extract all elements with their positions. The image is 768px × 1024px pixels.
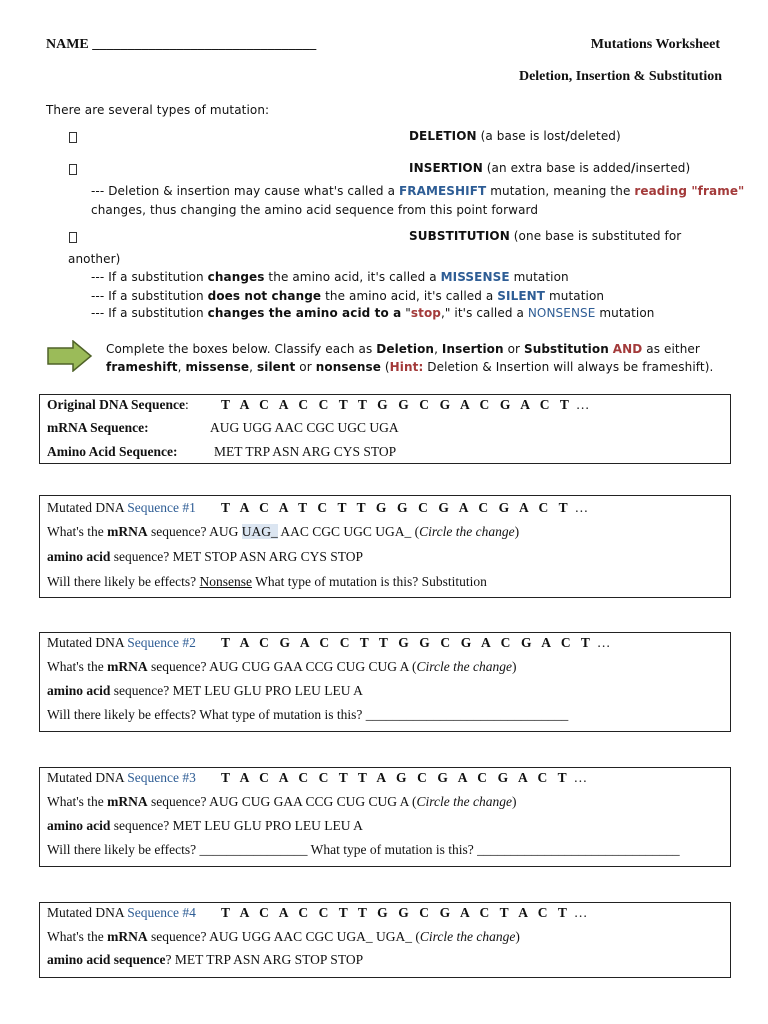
paren: ) <box>512 794 517 809</box>
mrna-answer[interactable]: sequence? AUG UGG AAC CGC UGA_ UGA_ ( <box>147 929 420 944</box>
seq3-mrna-question <box>47 794 517 810</box>
stop-term: stop <box>410 306 441 320</box>
effects-answer[interactable]: Nonsense <box>199 574 253 589</box>
frameshift-note-line1 <box>91 184 744 198</box>
aa-answer[interactable]: sequence? MET LEU GLU PRO LEU LEU A <box>110 683 363 698</box>
sequence-1-box <box>39 495 731 598</box>
original-dna-sequence <box>221 397 589 413</box>
arrow-right-icon <box>47 340 93 372</box>
instr-text: ( <box>380 360 390 374</box>
intro-lead: There are several types of mutation: <box>46 103 270 117</box>
mrna-change-highlight[interactable]: UAG_ <box>241 524 278 539</box>
mutated-dna-label: Mutated DNA <box>47 905 128 920</box>
rule-text: " <box>401 306 411 320</box>
ellipsis: … <box>593 635 611 650</box>
rule-emphasis: changes <box>207 270 265 284</box>
instr-nonsense: nonsense <box>315 360 381 374</box>
q-mrna: mRNA <box>107 794 148 809</box>
mrna-label: mRNA Sequence: <box>47 420 149 435</box>
mrna-answer[interactable]: sequence? AUG CUG GAA CCG CUG CUG A ( <box>147 659 417 674</box>
insertion-term: INSERTION <box>409 161 483 175</box>
seq2-title <box>47 635 196 651</box>
colon: : <box>185 397 189 412</box>
aa-answer[interactable]: sequence? MET STOP ASN ARG CYS STOP <box>110 549 364 564</box>
circle-hint: Circle the change <box>416 659 513 674</box>
original-mrna: AUG UGG AAC CGC UGC UGA <box>210 420 399 435</box>
sequence-4-box <box>39 902 731 978</box>
substitution-another: another) <box>68 252 121 266</box>
seq1-title <box>47 500 196 516</box>
frameshift-term: FRAMESHIFT <box>398 184 487 198</box>
instr-text: , <box>177 360 186 374</box>
instr-insertion: Insertion <box>441 342 504 356</box>
instr-missense: missense <box>185 360 250 374</box>
instr-text: Complete the boxes below. Classify each as <box>106 342 377 356</box>
q-text: sequence? <box>147 524 210 539</box>
dna-bases: T A C A C C T T A G C G A C G A C T <box>221 770 571 785</box>
original-amino-acids: MET TRP ASN ARG CYS STOP <box>214 444 397 459</box>
instr-text: Deletion & Insertion will always be frameshift). <box>423 360 714 374</box>
rule-text: --- If a substitution <box>91 270 208 284</box>
insertion-definition <box>409 161 690 175</box>
seq3-aa-question <box>47 818 363 834</box>
seq1-mrna-question <box>47 524 519 540</box>
seq2-dna <box>221 635 610 651</box>
instr-frameshift: frameshift <box>106 360 178 374</box>
sequence-3-box <box>39 767 731 867</box>
paren: ) <box>512 659 517 674</box>
rule-emphasis: does not change <box>207 289 322 303</box>
q-amino-acid-sequence: amino acid sequence <box>47 952 166 967</box>
insertion-desc-b: inserted) <box>635 161 691 175</box>
ellipsis: … <box>572 397 590 412</box>
mutated-dna-label: Mutated DNA <box>47 635 128 650</box>
instr-text: or <box>503 342 524 356</box>
original-dna-label: Original DNA Sequence <box>47 397 186 412</box>
rule-text: the amino acid, it's called a <box>321 289 498 303</box>
silent-rule <box>91 289 604 303</box>
seq4-name: Sequence #4 <box>127 905 196 920</box>
circle-hint: Circle the change <box>419 929 516 944</box>
dna-bases: T A C A T C T T G G C G A C G A C T <box>221 500 572 515</box>
mrna-answer[interactable]: AAC CGC UGC UGA_ ( <box>277 524 420 539</box>
frameshift-text: mutation, meaning the <box>486 184 635 198</box>
original-sequence-box <box>39 394 731 464</box>
frameshift-note-line2: changes, thus changing the amino acid sequence from this point forward <box>91 203 539 217</box>
substitution-term: SUBSTITUTION <box>409 229 510 243</box>
circle-hint: Circle the change <box>419 524 515 539</box>
dna-bases: T A C G A C C T T G G C G A C G A C T <box>221 635 594 650</box>
paren: ) <box>514 524 520 539</box>
instr-text: as either <box>642 342 700 356</box>
rule-text: the amino acid, it's called a <box>264 270 441 284</box>
nonsense-term: NONSENSE <box>527 306 596 320</box>
insertion-slash: / <box>631 161 636 175</box>
q-mrna: mRNA <box>107 659 148 674</box>
rule-emphasis: changes the amino acid to a <box>207 306 402 320</box>
seq4-mrna-question <box>47 929 520 945</box>
bullet-box-icon <box>69 232 77 243</box>
rule-text: --- If a substitution <box>91 289 208 303</box>
name-field-label: NAME ________________________________ <box>46 37 317 52</box>
dna-bases: T A C A C C T T G G C G A C T A C T <box>221 905 571 920</box>
seq2-aa-question <box>47 683 363 699</box>
ellipsis: … <box>570 905 588 920</box>
dna-bases: T A C A C C T T G G C G A C G A C T <box>221 397 573 412</box>
type-answer[interactable]: What type of mutation is this? Substitution <box>252 574 487 589</box>
silent-term: SILENT <box>497 289 546 303</box>
q-text: What's the <box>47 524 108 539</box>
insertion-desc-a: (an extra base is added <box>482 161 632 175</box>
instr-text: , <box>434 342 442 356</box>
instr-silent: silent <box>257 360 296 374</box>
seq3-title <box>47 770 196 786</box>
seq4-title <box>47 905 196 921</box>
rule-text: mutation <box>509 270 569 284</box>
bullet-box-icon <box>69 164 77 175</box>
deletion-definition <box>409 129 621 143</box>
rule-text: mutation <box>545 289 605 303</box>
seq3-dna <box>221 770 587 786</box>
mutated-dna-label: Mutated DNA <box>47 500 128 515</box>
frame-term: "frame" <box>687 184 745 198</box>
mrna-answer[interactable]: sequence? AUG CUG GAA CCG CUG CUG A ( <box>147 794 417 809</box>
aa-answer[interactable]: ? MET TRP ASN ARG STOP STOP <box>165 952 364 967</box>
deletion-desc-b: deleted) <box>569 129 621 143</box>
seq1-effects-question <box>47 574 487 590</box>
substitution-desc: (one base is substituted for <box>509 229 682 243</box>
amino-acid-label: Amino Acid Sequence: <box>47 444 178 459</box>
rule-text: mutation <box>595 306 655 320</box>
deletion-slash: / <box>565 129 570 143</box>
q-mrna: mRNA <box>107 929 148 944</box>
q-text: What's the <box>47 929 108 944</box>
ellipsis: … <box>570 770 588 785</box>
substitution-definition <box>409 229 681 243</box>
q-mrna: mRNA <box>107 524 148 539</box>
instructions-line2 <box>106 360 713 374</box>
mrna-answer[interactable]: AUG <box>209 524 242 539</box>
effects-question: Will there likely be effects? <box>47 574 200 589</box>
q-amino-acid: amino acid <box>47 818 111 833</box>
original-dna-row <box>47 397 189 413</box>
ellipsis: … <box>571 500 589 515</box>
seq3-name: Sequence #3 <box>127 770 196 785</box>
seq4-dna <box>221 905 587 921</box>
q-amino-acid: amino acid <box>47 683 111 698</box>
seq2-name: Sequence #2 <box>127 635 196 650</box>
instructions-line1 <box>106 342 700 356</box>
mutated-dna-label: Mutated DNA <box>47 770 128 785</box>
seq1-name: Sequence #1 <box>127 500 196 515</box>
frameshift-text: --- Deletion & insertion may cause what's called a <box>91 184 399 198</box>
rule-text: ," it's called a <box>440 306 528 320</box>
seq1-dna <box>221 500 588 516</box>
q-text: What's the <box>47 659 108 674</box>
deletion-desc-a: (a base is lost <box>476 129 566 143</box>
circle-hint: Circle the change <box>416 794 513 809</box>
worksheet-subtitle: Deletion, Insertion & Substitution <box>518 69 722 84</box>
missense-term: MISSENSE <box>440 270 510 284</box>
instr-hint: Hint: <box>389 360 424 374</box>
q-amino-acid: amino acid <box>47 549 111 564</box>
instr-and: AND <box>612 342 643 356</box>
instr-substitution: Substitution <box>523 342 609 356</box>
q-text: What's the <box>47 794 108 809</box>
instr-text: or <box>295 360 316 374</box>
bullet-box-icon <box>69 132 77 143</box>
seq2-mrna-question <box>47 659 517 675</box>
seq3-effects-question[interactable]: Will there likely be effects? ________________ What type of mutation is this? ______________________________ <box>47 842 680 857</box>
seq4-aa-question <box>47 952 363 968</box>
seq1-aa-question <box>47 549 363 565</box>
sequence-2-box <box>39 632 731 732</box>
seq2-effects-question[interactable]: Will there likely be effects? What type of mutation is this? ______________________________ <box>47 707 569 722</box>
paren: ) <box>515 929 520 944</box>
reading-term: reading <box>634 184 688 198</box>
instr-text: , <box>249 360 257 374</box>
aa-answer[interactable]: sequence? MET LEU GLU PRO LEU LEU A <box>110 818 363 833</box>
missense-rule <box>91 270 569 284</box>
rule-text: --- If a substitution <box>91 306 208 320</box>
deletion-term: DELETION <box>409 129 477 143</box>
instr-deletion: Deletion <box>376 342 435 356</box>
worksheet-title: Mutations Worksheet <box>590 37 720 52</box>
nonsense-rule <box>91 306 654 320</box>
